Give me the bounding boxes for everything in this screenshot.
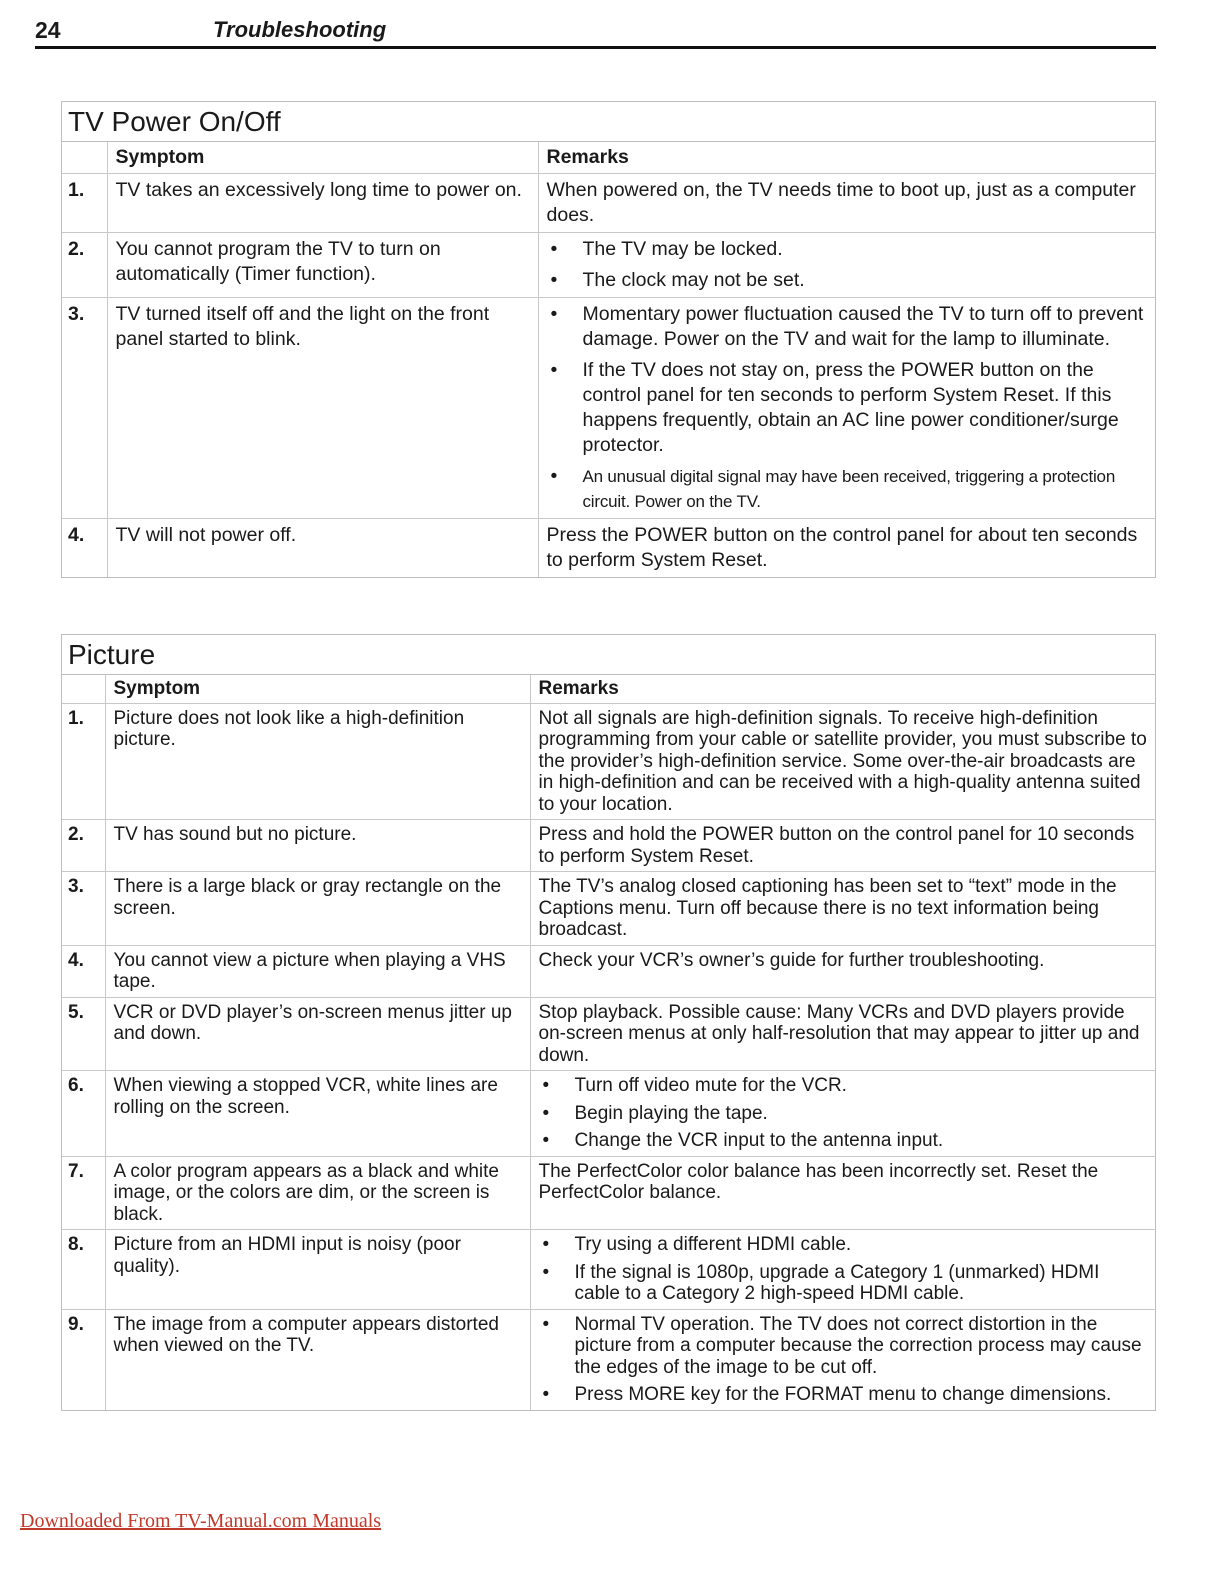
remarks-cell: Not all signals are high-definition signals. To receive high-definition programming from your cable or satellite provider, you must subscribe to the provider’s high-definition service. Some over-the-air broadcasts are in high-definition and can be received with a high-quality antenna suited to your location. xyxy=(530,703,1155,820)
symptom-cell: There is a large black or gray rectangle on the screen. xyxy=(105,872,530,946)
row-number: 6. xyxy=(62,1071,105,1157)
bullet-icon: • xyxy=(542,1384,550,1405)
section-title-picture: Picture xyxy=(62,635,1155,675)
symptom-cell: VCR or DVD player’s on-screen menus jitter up and down. xyxy=(105,997,530,1071)
picture-section xyxy=(61,634,1156,1411)
bullet-icon: • xyxy=(550,359,558,381)
list-item xyxy=(539,1075,1148,1097)
remarks-cell: When powered on, the TV needs time to boot up, just as a computer does. xyxy=(538,174,1155,233)
symptom-cell: Picture from an HDMI input is noisy (poor quality). xyxy=(105,1230,530,1310)
symptom-cell: A color program appears as a black and white image, or the colors are dim, or the screen is black. xyxy=(105,1156,530,1230)
list-item-text: An unusual digital signal may have been received, triggering a protection circuit. Power on the TV. xyxy=(582,467,1116,511)
list-item-text: Momentary power fluctuation caused the TV to turn off to prevent damage. Power on the TV and wait for the lamp to illuminate. xyxy=(582,303,1144,350)
list-item-text: If the signal is 1080p, upgrade a Category 1 (unmarked) HDMI cable to a Category 2 high-speed HDMI cable. xyxy=(574,1261,1100,1304)
symptom-cell: TV turned itself off and the light on the front panel started to blink. xyxy=(107,298,538,519)
header-symptom: Symptom xyxy=(107,142,538,174)
header-symptom: Symptom xyxy=(105,675,530,703)
bullet-icon: • xyxy=(550,238,558,260)
symptom-cell: TV takes an excessively long time to power on. xyxy=(107,174,538,233)
list-item-text: The clock may not be set. xyxy=(582,269,805,291)
symptom-cell: TV has sound but no picture. xyxy=(105,820,530,872)
header-remarks: Remarks xyxy=(530,675,1155,703)
bullet-icon: • xyxy=(542,1075,550,1096)
row-number: 1. xyxy=(62,703,105,820)
symptom-cell: You cannot view a picture when playing a VHS tape. xyxy=(105,945,530,997)
row-number: 1. xyxy=(62,174,107,233)
remarks-cell: Press the POWER button on the control panel for about ten seconds to perform System Reset. xyxy=(538,519,1155,578)
bullet-icon: • xyxy=(550,465,558,487)
remarks-list xyxy=(539,1075,1148,1152)
bullet-icon: • xyxy=(542,1261,550,1283)
row-number: 3. xyxy=(62,298,107,519)
table-row xyxy=(62,298,1155,519)
row-number: 2. xyxy=(62,820,105,872)
list-item-text: If the TV does not stay on, press the POWER button on the control panel for ten seconds to perform System Reset. If this happens frequently, obtain an AC line power conditioner/surge protector. xyxy=(582,359,1119,456)
list-item xyxy=(539,1234,1148,1256)
list-item xyxy=(547,464,1148,514)
table-row xyxy=(62,1230,1155,1310)
remarks-cell xyxy=(530,1309,1155,1410)
page-number: 24 xyxy=(35,17,61,43)
remarks-cell xyxy=(530,1071,1155,1157)
page-header xyxy=(35,16,1156,49)
list-item-text: Begin playing the tape. xyxy=(574,1102,768,1124)
remarks-cell: Stop playback. Possible cause: Many VCRs and DVD players provide on-screen menus at only half-resolution that may appear to jitter up and down. xyxy=(530,997,1155,1071)
list-item xyxy=(539,1262,1148,1305)
table-row xyxy=(62,519,1155,578)
list-item-text: Change the VCR input to the antenna input. xyxy=(574,1130,944,1151)
remarks-cell: The TV’s analog closed captioning has been set to “text” mode in the Captions menu. Turn off because there is no text information being broadcast. xyxy=(530,872,1155,946)
picture-table xyxy=(62,675,1155,1410)
bullet-icon: • xyxy=(542,1130,550,1151)
list-item xyxy=(539,1384,1148,1406)
symptom-cell: TV will not power off. xyxy=(107,519,538,578)
table-row xyxy=(62,233,1155,298)
table-row xyxy=(62,872,1155,946)
download-source-link[interactable]: Downloaded From TV-Manual.com Manuals xyxy=(20,1510,382,1532)
table-row xyxy=(62,1309,1155,1410)
remarks-cell: The PerfectColor color balance has been incorrectly set. Reset the PerfectColor balance. xyxy=(530,1156,1155,1230)
bullet-icon: • xyxy=(550,269,558,291)
row-number: 2. xyxy=(62,233,107,298)
symptom-cell: When viewing a stopped VCR, white lines are rolling on the screen. xyxy=(105,1071,530,1157)
table-row xyxy=(62,997,1155,1071)
remarks-list xyxy=(547,302,1148,514)
list-item-text: Normal TV operation. The TV does not correct distortion in the picture from a computer because the correction process may cause the edges of the image to be cut off. xyxy=(574,1313,1142,1378)
list-item xyxy=(539,1103,1148,1125)
table-row xyxy=(62,1156,1155,1230)
bullet-icon: • xyxy=(542,1102,550,1124)
remarks-list xyxy=(539,1234,1148,1305)
row-number: 4. xyxy=(62,945,105,997)
list-item-text: Try using a different HDMI cable. xyxy=(574,1234,852,1255)
list-item xyxy=(539,1314,1148,1379)
table-row xyxy=(62,703,1155,820)
remarks-list xyxy=(539,1314,1148,1406)
symptom-cell: You cannot program the TV to turn on automatically (Timer function). xyxy=(107,233,538,298)
table-row xyxy=(62,174,1155,233)
list-item-text: Turn off video mute for the VCR. xyxy=(574,1075,847,1096)
remarks-list xyxy=(547,237,1148,293)
bullet-icon: • xyxy=(542,1313,550,1335)
header-num-cell xyxy=(62,675,105,703)
row-number: 9. xyxy=(62,1309,105,1410)
remarks-cell xyxy=(538,233,1155,298)
row-number: 4. xyxy=(62,519,107,578)
header-row xyxy=(62,142,1155,174)
table-row xyxy=(62,945,1155,997)
table-row xyxy=(62,820,1155,872)
bullet-icon: • xyxy=(542,1234,550,1255)
list-item xyxy=(547,268,1148,293)
table-row xyxy=(62,1071,1155,1157)
power-section xyxy=(61,101,1156,578)
remarks-cell: Check your VCR’s owner’s guide for further troubleshooting. xyxy=(530,945,1155,997)
list-item xyxy=(547,237,1148,262)
remarks-cell: Press and hold the POWER button on the control panel for 10 seconds to perform System Reset. xyxy=(530,820,1155,872)
page-title: Troubleshooting xyxy=(213,17,387,42)
list-item xyxy=(547,302,1148,352)
header-remarks: Remarks xyxy=(538,142,1155,174)
row-number: 5. xyxy=(62,997,105,1071)
remarks-cell xyxy=(538,298,1155,519)
list-item xyxy=(539,1130,1148,1152)
row-number: 7. xyxy=(62,1156,105,1230)
header-num-cell xyxy=(62,142,107,174)
section-title-power: TV Power On/Off xyxy=(62,102,1155,142)
list-item-text: Press MORE key for the FORMAT menu to change dimensions. xyxy=(574,1384,1112,1405)
header-row xyxy=(62,675,1155,703)
row-number: 8. xyxy=(62,1230,105,1310)
symptom-cell: The image from a computer appears distorted when viewed on the TV. xyxy=(105,1309,530,1410)
bullet-icon: • xyxy=(550,303,558,325)
power-table xyxy=(62,142,1155,577)
row-number: 3. xyxy=(62,872,105,946)
list-item xyxy=(547,358,1148,458)
remarks-cell xyxy=(530,1230,1155,1310)
list-item-text: The TV may be locked. xyxy=(582,238,783,260)
symptom-cell: Picture does not look like a high-definition picture. xyxy=(105,703,530,820)
